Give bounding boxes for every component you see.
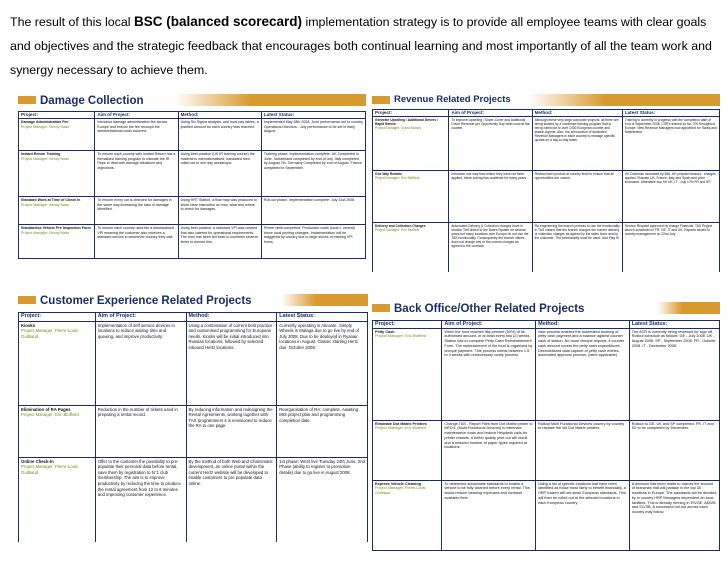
project-cell xyxy=(19,321,96,405)
aim-cell: Introduce damage administration fee across Europe and ensure the fee recoups the administrational costs incurred. xyxy=(95,119,178,151)
table-row xyxy=(373,171,720,223)
title-gradient-bar xyxy=(657,302,720,314)
project-cell xyxy=(373,117,449,171)
method-cell: Rollout Multi Functional Devices country by country to replace the old Dot Matrix printers. xyxy=(536,420,630,480)
scorecard-table xyxy=(18,111,366,259)
project-manager: Project Manager: Pierre-Louis Guilbaud xyxy=(21,328,79,339)
method-cell: Review each product at country level to ensure that all opportunities are costed. xyxy=(532,171,622,223)
header-status: Latest Status: xyxy=(622,110,719,117)
header-method: Method: xyxy=(532,110,622,117)
project-name: Online Check-In xyxy=(21,458,54,464)
aim-cell: Change TAS - Report Files from Dot Matrix printer to MFD's. (Multi-Functional Devices) to eliminate maintenance costs and reduce Helpdesk calls for printer restarts. A better quality print out will result and a reduced number of paper types required at locations. xyxy=(442,420,536,480)
table-row xyxy=(373,480,720,550)
header-project: Project: xyxy=(373,321,442,329)
project-cell xyxy=(19,457,96,542)
table-header-row xyxy=(19,313,368,322)
status-cell: UK Domestic increased by $36. UK prepaid inbound - charges applied. Russian UK, France, Italy and Spain and price increased. Affordable tour for UK, IT - July 17th FR and SP. xyxy=(622,171,719,223)
table-row xyxy=(373,328,720,420)
aim-cell: Offer to the customer the possibility to pre-populate their personal data before rental, save them by registration to N°1 club membership. The aim is to improve productivity by reducing the time to produce the rental agreement from 12 to 6 minutes and improving customer experience. xyxy=(95,457,186,542)
panel-title-text: Damage Collection xyxy=(40,95,144,107)
project-cell xyxy=(19,119,95,151)
project-name: Standardise Vehicle Pre Inspection Form xyxy=(21,226,91,231)
status-cell: The ACR is currently being reviewed for sign off. Rollout schedule as follows: GE - July 2008. UK - August 2008. SP - September 2008. FR - October 2008. IT - December 2008. xyxy=(629,328,719,420)
aim-cell: To ensure each country uses the a standardised VPI meaning the customer also receives a standard service in whichever country they visit. xyxy=(95,225,178,259)
intro-paragraph xyxy=(10,10,720,82)
header-status: Latest Status: xyxy=(277,313,368,322)
table-header-row xyxy=(373,110,720,117)
intro-bold-term: BSC (balanced scorecard) xyxy=(133,14,303,29)
header-status: Latest Status: xyxy=(629,321,719,329)
header-aim: Aim of Project: xyxy=(95,313,186,322)
project-manager: Project Manager: Sylvia Mullins xyxy=(375,126,421,130)
table-row xyxy=(373,223,720,273)
status-cell: Training phase. Implementation complete. UK Completed in June. Switzerland completed by end of July. Italy completed by August 7th. Germany Completed by end of August. France completed in September. xyxy=(261,151,365,197)
status-cell: A decision has been made to narrow the amount of branches that will partake in the top 30 locations in Europe. The standards will be decided by in country HRP Managers dependent on local facilities. This is already running in ES/GE, AM/ZB and SC/SB. A successful roll-out across each country may follow. xyxy=(629,480,719,550)
status-cell: Printer draft completed. Production costs (local v. central) drove local printing changes. Implementation will be staggered by country due to large stocks of existing VPI forms. xyxy=(261,225,365,259)
project-cell xyxy=(373,171,449,223)
project-cell xyxy=(19,225,95,259)
title-accent-bar xyxy=(372,304,390,312)
project-name: Elimination of RA Pages xyxy=(21,406,71,412)
header-aim: Aim of Project: xyxy=(449,110,532,117)
project-manager: Project Manager: Benny Mase xyxy=(21,202,70,207)
panel-title xyxy=(18,92,366,110)
project-name: One Way Rentals xyxy=(375,172,402,176)
method-cell: Using best practice (UK IR training course) the material is internationalised, translated then rolled out in one day workshops. xyxy=(178,151,261,197)
project-cell xyxy=(19,197,95,225)
project-cell xyxy=(373,480,442,550)
scorecard-table xyxy=(372,109,720,272)
header-project: Project: xyxy=(19,313,96,322)
status-cell: Reorganisation of RA: complete. Awaiting MIS project plan and programming completion date. xyxy=(277,405,368,457)
status-cell: Rollout to GE, UK and SP completed. FR, IT and S2 to be completed by December. xyxy=(629,420,719,480)
status-cell: Currently operating in Alicante. Simply Wheels in Malaga due to go live by end of July 2008. Due to be deployed in Ryanair locations in August. Classic starting Hertz due: October 2008. xyxy=(277,321,368,405)
panel-title-text: Back Office/Other Related Projects xyxy=(394,303,585,315)
project-cell xyxy=(19,151,95,197)
title-gradient-bar xyxy=(529,94,720,106)
project-manager: Project Manager: Pierre-Louis Guilbaud xyxy=(21,464,79,475)
status-cell: Implemented May 28th 2008. June performance set to country Operations Directors - July performance to be set in early August. xyxy=(261,119,365,151)
project-name: Eliminate Dot Matrix Printers xyxy=(375,421,427,426)
project-manager: Project Manager: Eric Bluffield xyxy=(375,426,427,431)
project-cell xyxy=(373,223,449,273)
project-manager: Project Manager: Eric Bluffield xyxy=(375,176,420,180)
project-name: Damage Administration Fee xyxy=(21,120,69,125)
aim-cell: To ensure each country with Instant Return has a formalised training program to educate the IR Reps to deal with damage situations and objections. xyxy=(95,151,178,197)
project-cell xyxy=(373,328,442,420)
table-row xyxy=(19,225,366,259)
aim-cell: To Improve Upselling / Super-Cover and Additional Driver Revenue per Opportunity Day when sold at the counter. xyxy=(449,117,532,171)
project-manager: Project Manager: Benny Mase xyxy=(21,230,70,235)
project-name: Standard Work at Time of Check In xyxy=(21,198,81,203)
project-manager: Project Manager: Eric Bluffield xyxy=(375,228,420,232)
table-row xyxy=(19,405,368,457)
table-row xyxy=(19,321,368,405)
panel-damage-collection xyxy=(18,92,366,266)
method-cell: By reducing information and redesigning the Rental Agreements, working together with TAS programmers it is envisioned to reduce the RA to one page. xyxy=(186,405,277,457)
project-name: Instant Return Training xyxy=(21,152,61,157)
panel-title xyxy=(18,292,368,310)
method-cell: Using Six Sigma analysis, and local pay tables, a justified amount for each country was reached. xyxy=(178,119,261,151)
project-cell xyxy=(19,405,96,457)
table-row xyxy=(373,117,720,171)
table-row xyxy=(19,151,366,197)
method-cell: Using best practice, a standard VPI was created that also catered for operational requirements. The form has been fed back to countries several times to ensure this. xyxy=(178,225,261,259)
panel-back-office xyxy=(372,300,720,552)
project-name: Petty Cash xyxy=(375,329,395,334)
project-cell xyxy=(373,420,442,480)
title-accent-bar xyxy=(372,96,390,104)
table-row xyxy=(19,457,368,542)
method-cell: Although these very large corporate projects, all three are being tackled by a combined training program that is being rolled out to over 1000 European counter and station Agents. Also, the introduction of dedicated Revenue Managers in each country to manage specific quotas on a day-to-day basis. xyxy=(532,117,622,171)
table-header-row xyxy=(19,112,366,119)
title-gradient-bar xyxy=(175,94,366,106)
table-header-row xyxy=(373,321,720,329)
table-row xyxy=(19,197,366,225)
header-project: Project: xyxy=(373,110,449,117)
panel-customer-experience xyxy=(18,292,368,542)
status-cell: Service Request approved by charge Financial. TAS Project launch scheduled in FR, GE, IT and UK. Reports issued to country management on 22nd July xyxy=(622,223,719,273)
table-row xyxy=(19,119,366,151)
status-cell: 1st phase: Went live Tuesday 24th June. 2nd Phase (ability to register to promotion details) due to go live in August 2008. xyxy=(277,457,368,542)
project-name: Generate Upselling / Additional Drivers / Rapid Renew xyxy=(375,118,438,126)
scorecard-table xyxy=(18,312,368,542)
project-manager: Project Manager: Eric Bluffield xyxy=(21,412,79,418)
aim-cell: Implementation of self service devices in locations to reduce waiting time and queuing, and improve productivity. xyxy=(95,321,186,405)
title-accent-bar xyxy=(18,96,36,104)
project-manager: Project Manager: Pierre-Louis Guilbaud xyxy=(375,486,426,496)
method-cell: Re-engineering the branch process to use the functionality in TAS means that the branch charges the correct delivery or collection charges as agreed by the sales force and by the customer. The functionality must be used. Just Play It! xyxy=(532,223,622,273)
aim-cell: Reduction in the number of tickets used in preparing a rental record. xyxy=(95,405,186,457)
title-gradient-bar xyxy=(281,294,369,306)
panel-title xyxy=(372,92,720,108)
aim-cell: Introduce one way fees where they have not been applied, these pricing has unaltered for many years. xyxy=(449,171,532,223)
header-method: Method: xyxy=(178,112,261,119)
title-accent-bar xyxy=(18,296,36,304)
panel-title-text: Customer Experience Related Projects xyxy=(40,295,252,307)
scorecard-table xyxy=(372,320,720,551)
table-row xyxy=(373,420,720,480)
status-cell: Training is currently in progress with the completion date of End of September 2008. CSR's trained so far: 700 throughout Europe. New Revenue Managers now appointed for Swiss and Switzerland. xyxy=(622,117,719,171)
intro-text-start: The result of this local xyxy=(10,15,134,29)
method-cell: Using a combination of current best practice and customised programming for European needs, Kiosks will be initial introduced into Russian locations, followed by selected inbound Hertz locations. xyxy=(186,321,277,405)
method-cell: By the method of both Web and Charismatic development, an online portal within the current Hertz website will be developed to enable customers to pre populate data online. xyxy=(186,457,277,542)
project-name: Kiosks xyxy=(21,322,36,328)
project-name: Express Vehicle Cleaning xyxy=(375,481,422,486)
project-manager: Project Manager: Eric Bluffield xyxy=(375,334,427,339)
panel-revenue-projects xyxy=(372,92,720,272)
header-aim: Aim of Project: xyxy=(95,112,178,119)
method-cell: Using HRT Station, a flow map was produced to show clear instruction on how, what and where to check for damages. xyxy=(178,197,261,225)
project-manager: Project Manager: Benny Mase xyxy=(21,156,70,161)
project-name: Delivery and Collection Charges xyxy=(375,224,426,228)
header-status: Latest Status: xyxy=(261,112,365,119)
method-cell: New process enables the automated booking of petty cash payment and a balance against counter cash of station. No more cheque request, if counter cash amount covers the petty cash expenditures. Decentralized data capture of petty cash entries, automated approval process. (were applicable) xyxy=(536,328,630,420)
header-project: Project: xyxy=(19,112,95,119)
method-cell: Using a list of specific locations that have been identified as those most likely to benefit financially, a HRP Kaizen will set down European standards. This will then be rolled out at the selected locations in each European country. xyxy=(536,480,630,550)
panel-title-text: Revenue Related Projects xyxy=(394,94,511,105)
intro-text-end: implementation strategy is to provide all employee teams with clear goals and objectives and the strategic feedback that encourages both continual learning and most importantly of all the team work and synergy necessary to achieve them. xyxy=(10,15,712,77)
panel-title xyxy=(372,300,720,318)
header-method: Method: xyxy=(186,313,277,322)
aim-cell: To determine acceptable standards to enable a vehicle to be fully cleaned before every rental. This would reduce cleaning expenses and increase available fleet. xyxy=(442,480,536,550)
aim-cell: When the fund reaches fifty percent (50%) of its authorised amount, or at least every two (2) weeks, Station has to complete Petty Cash Reimbursement Form. The replenishment of the fund is organized by cheque payment. This process needs between 1.5 to 4 weeks with unnecessary costly process. xyxy=(442,328,536,420)
project-manager: Project Manager: Benny Mase xyxy=(21,124,70,129)
status-cell: Roll out phase. Implementation complete: July 31st 2008 xyxy=(261,197,365,225)
header-aim: Aim of Project: xyxy=(442,321,536,329)
header-method: Method: xyxy=(536,321,630,329)
aim-cell: To ensure every car is checked for damages in the same way increasing the ratio of damage identified. xyxy=(95,197,178,225)
aim-cell: Automated Delivery & Collection charges have in relation TAS linked to the Dates System for several years but many locations over Europe do not use the TAS functionality. Consequently the branch offices does not charge any or the correct charges as agreed to the contract. xyxy=(449,223,532,273)
